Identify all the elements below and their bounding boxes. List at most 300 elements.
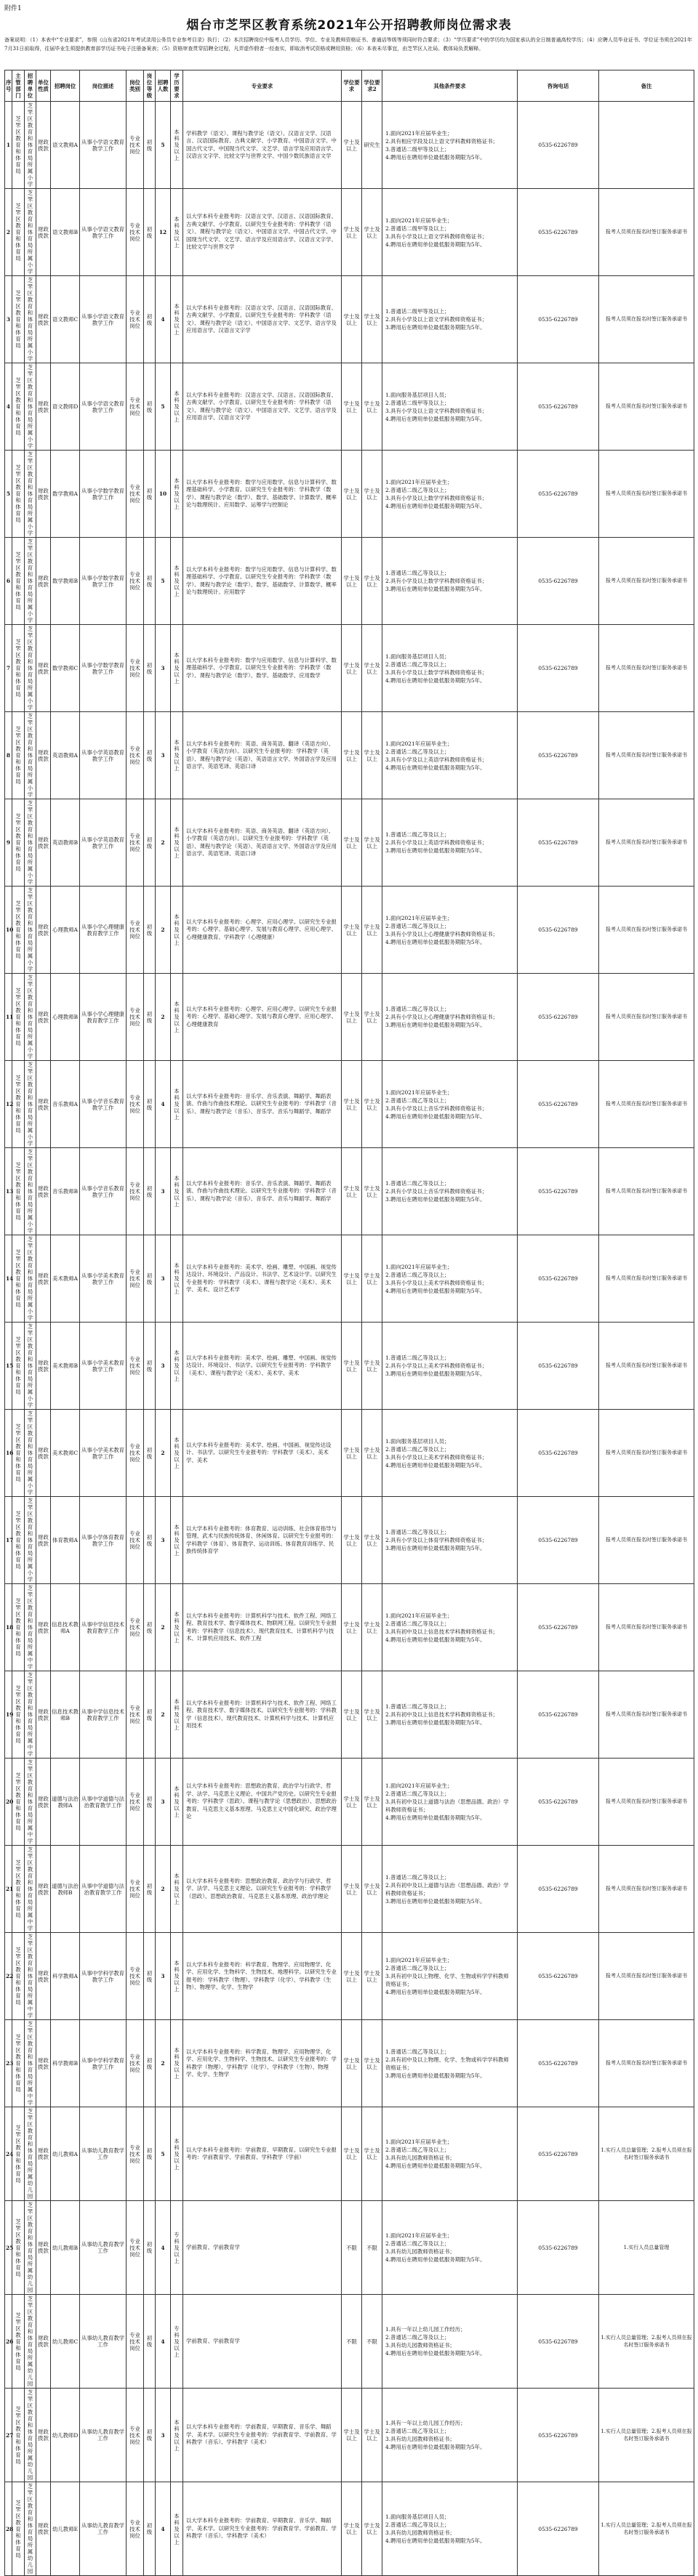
page-title: 烟台市芝罘区教育系统2021年公开招聘教师岗位需求表	[186, 18, 512, 33]
cell-other: 1.面向2021年应届毕业生； 2.普通话二级乙等及以上； 3.具有小学及以上英语学科教师资格证书； 4.聘用后在聘用单位最低服务期限为5年。	[382, 712, 518, 799]
cell-level: 初级	[144, 1759, 156, 1846]
cell-edu: 本科及以上	[171, 712, 183, 799]
cell-cat: 专业技术岗位	[127, 2020, 144, 2107]
cell-no: 17	[5, 1497, 12, 1584]
cell-deg: 学士及以上	[342, 625, 362, 712]
cell-desc: 从事小学心理健康教育教学工作	[80, 974, 127, 1061]
cell-count: 4	[156, 276, 171, 363]
column-header-count: 招聘人数	[156, 70, 171, 102]
cell-major: 以大学本科专业报考的：体育教育、运动训练、社会体育指导与管理、武术与民族传统体育、休闲体育。以研究生专业报考的：学科教学（体育）、体育教学、运动训练、体育教育训练学、民族传统体育学	[183, 1497, 342, 1584]
cell-cat: 专业技术岗位	[127, 363, 144, 451]
cell-unit: 芝罘区教育和体育局所属幼儿园	[25, 2107, 36, 2201]
cell-count: 3	[156, 1933, 171, 2020]
cell-unit: 芝罘区教育和体育局所属幼儿园	[25, 2482, 36, 2576]
cell-post: 心理教师A	[51, 887, 80, 974]
cell-level: 初级	[144, 974, 156, 1061]
cell-other: 1.面向2021年应届毕业生； 2.具有相应学段及以上语文学科教师资格证书； 3.普通话二级甲等及以上； 4.聘用后在聘用单位最低服务期限为5年。	[382, 102, 518, 189]
cell-desc: 从事小学美术教育教学工作	[80, 1235, 127, 1323]
cell-dept: 芝罘区教育和体育局	[12, 1584, 25, 1671]
cell-edu: 本科及以上	[171, 2389, 183, 2482]
cell-post: 体育教师A	[51, 1497, 80, 1584]
column-header-desc: 岗位描述	[80, 70, 127, 102]
cell-rem: 报考人员须在报名时签订服务承诺书	[599, 363, 694, 451]
cell-major: 以大学本科专业报考的：汉语言文学、汉语言、汉语国际教育、古典文献学、小学教育。以研究生专业报考的：学科教学（语文）、课程与教学论（语文）、中国语言文学、中国古代文学、中国现当代文学、文艺学、语言学及应用语言学、汉语言文字学、比较文学与世界文学	[183, 189, 342, 276]
cell-post: 语文教师A	[51, 102, 80, 189]
cell-post: 幼儿教师C	[51, 2295, 80, 2389]
cell-edu: 本科及以上	[171, 887, 183, 974]
cell-other: 1.普通话二级乙等及以上； 2.具有初中及以上道德与法治（思想品德、政治）学科教师资格证书； 3.聘用后在聘用单位最低服务期限为5年。	[382, 1846, 518, 1933]
column-header-other: 其他条件要求	[382, 70, 518, 102]
cell-cat: 专业技术岗位	[127, 1759, 144, 1846]
cell-cat: 专业技术岗位	[127, 799, 144, 887]
cell-no: 14	[5, 1235, 12, 1323]
cell-nature: 财政拨款	[36, 2107, 51, 2201]
cell-unit: 芝罘区教育和体育局所属中学	[25, 1933, 36, 2020]
cell-post: 美术教师A	[51, 1235, 80, 1323]
cell-other: 1.普通话二级乙等及以上； 2.具有小学及以上英语学科教师资格证书； 3.聘用后在聘用单位最低服务期限为5年。	[382, 799, 518, 887]
cell-rem: 1.实行人员总量管理；2.报考人员须在报名时签订服务承诺书	[599, 2295, 694, 2389]
cell-tel: 0535-6226789	[518, 2201, 599, 2295]
cell-deg: 学士及以上	[342, 799, 362, 887]
cell-level: 初级	[144, 1148, 156, 1235]
cell-rem: 报考人员须在报名时签订服务承诺书	[599, 1061, 694, 1148]
cell-dept: 芝罘区教育和体育局	[12, 2389, 25, 2482]
cell-edu: 本科及以上	[171, 1671, 183, 1759]
cell-tel: 0535-6226789	[518, 1061, 599, 1148]
cell-edu: 本科及以上	[171, 799, 183, 887]
cell-tel: 0535-6226789	[518, 712, 599, 799]
cell-level: 初级	[144, 712, 156, 799]
cell-no: 25	[5, 2201, 12, 2295]
cell-dept: 芝罘区教育和体育局	[12, 974, 25, 1061]
cell-unit: 芝罘区教育和体育局所属小学	[25, 799, 36, 887]
column-header-major: 专业要求	[183, 70, 342, 102]
cell-rem: 1.实行人员总量管理；2.报考人员须在报名时签订服务承诺书	[599, 2107, 694, 2201]
cell-no: 4	[5, 363, 12, 451]
cell-edu: 专科及以上	[171, 2201, 183, 2295]
cell-level: 初级	[144, 2201, 156, 2295]
cell-desc: 从事幼儿教育教学工作	[80, 2201, 127, 2295]
cell-deg2: 学士及以上	[362, 1846, 382, 1933]
cell-unit: 芝罘区教育和体育局所属小学	[25, 887, 36, 974]
cell-tel: 0535-6226789	[518, 1671, 599, 1759]
cell-cat: 专业技术岗位	[127, 712, 144, 799]
cell-tel: 0535-6226789	[518, 2020, 599, 2107]
cell-count: 4	[156, 1061, 171, 1148]
column-header-nature: 单位性质	[36, 70, 51, 102]
cell-nature: 财政拨款	[36, 1584, 51, 1671]
table-row	[5, 1323, 694, 1410]
cell-dept: 芝罘区教育和体育局	[12, 2482, 25, 2576]
cell-unit: 芝罘区教育和体育局所属幼儿园	[25, 2295, 36, 2389]
cell-nature: 财政拨款	[36, 276, 51, 363]
table-row	[5, 538, 694, 625]
cell-nature: 财政拨款	[36, 1235, 51, 1323]
cell-no: 1	[5, 102, 12, 189]
table-row	[5, 1061, 694, 1148]
cell-unit: 芝罘区教育和体育局所属中学	[25, 1846, 36, 1933]
cell-level: 初级	[144, 1235, 156, 1323]
cell-post: 幼儿教师A	[51, 2107, 80, 2201]
cell-count: 3	[156, 1235, 171, 1323]
cell-count: 12	[156, 189, 171, 276]
cell-nature: 财政拨款	[36, 1933, 51, 2020]
cell-no: 13	[5, 1148, 12, 1235]
cell-level: 初级	[144, 2107, 156, 2201]
cell-deg2: 学士及以上	[362, 2020, 382, 2107]
table-row	[5, 712, 694, 799]
cell-dept: 芝罘区教育和体育局	[12, 2295, 25, 2389]
cell-rem: 报考人员须在报名时签订服务承诺书	[599, 1759, 694, 1846]
cell-dept: 芝罘区教育和体育局	[12, 712, 25, 799]
cell-deg: 学士及以上	[342, 1671, 362, 1759]
table-row	[5, 2020, 694, 2107]
cell-unit: 芝罘区教育和体育局所属中学	[25, 1759, 36, 1846]
cell-edu: 本科及以上	[171, 974, 183, 1061]
cell-count: 3	[156, 712, 171, 799]
cell-desc: 从事小学英语教育教学工作	[80, 712, 127, 799]
cell-deg: 学士及以上	[342, 451, 362, 538]
cell-desc: 从事小学心理健康教育教学工作	[80, 887, 127, 974]
cell-rem: 报考人员须在报名时签订服务承诺书	[599, 625, 694, 712]
cell-major: 以大学本科专业报考的：学前教育、早期教育。以研究生专业报考的：学前教育学、学前教育、学科教学（学前）	[183, 2107, 342, 2201]
cell-other: 1.普通话二级乙等及以上； 2.具有初中及以上物理、化学、生物或科学学科教师资格证书； 3.聘用后在聘用单位最低服务期限为5年。	[382, 2020, 518, 2107]
cell-deg2: 学士及以上	[362, 1933, 382, 2020]
cell-major: 以大学本科专业报考的：数学与应用数学、信息与计算科学、数理基础科学、小学教育。以研究生专业报考的：学科教学（数学）、课程与教学论（数学）、数学、基础数学、计算数学、概率论与数理统计、应用数学、运筹学与控制论	[183, 451, 342, 538]
cell-unit: 芝罘区教育和体育局所属幼儿园	[25, 2201, 36, 2295]
cell-desc: 从事中学信息技术教育教学工作	[80, 1671, 127, 1759]
cell-tel: 0535-6226789	[518, 1148, 599, 1235]
cell-deg: 学士及以上	[342, 1148, 362, 1235]
cell-level: 初级	[144, 2020, 156, 2107]
cell-count: 2	[156, 1671, 171, 1759]
table-row	[5, 363, 694, 451]
cell-tel: 0535-6226789	[518, 276, 599, 363]
cell-nature: 财政拨款	[36, 102, 51, 189]
table-row	[5, 189, 694, 276]
cell-level: 初级	[144, 538, 156, 625]
cell-deg2: 学士及以上	[362, 451, 382, 538]
cell-edu: 本科及以上	[171, 2107, 183, 2201]
cell-major: 以大学本科专业报考的：心理学、应用心理学。以研究生专业报考的：心理学、基础心理学、发展与教育心理学、应用心理学、心理健康教育	[183, 974, 342, 1061]
cell-deg2: 学士及以上	[362, 1671, 382, 1759]
cell-dept: 芝罘区教育和体育局	[12, 451, 25, 538]
cell-desc: 从事小学音乐教育教学工作	[80, 1148, 127, 1235]
cell-major: 以大学本科专业报考的：美术学、绘画、雕塑、中国画、视觉传达设计、环境设计、产品设计、书法学、艺术设计学。以研究生专业报考的：学科教学（美术）、课程与教学论（美术）、美术学、美术、设计艺术学	[183, 1235, 342, 1323]
cell-unit: 芝罘区教育和体育局所属小学	[25, 451, 36, 538]
cell-deg: 学士及以上	[342, 1061, 362, 1148]
cell-cat: 专业技术岗位	[127, 1061, 144, 1148]
cell-other: 1.普通话二级乙等及以上； 2.具有小学及以上美术学科教师资格证书； 3.聘用后在聘用单位最低服务期限为5年。	[382, 1323, 518, 1410]
cell-cat: 专业技术岗位	[127, 102, 144, 189]
cell-cat: 专业技术岗位	[127, 1584, 144, 1671]
cell-rem: 报考人员须在报名时签订服务承诺书	[599, 451, 694, 538]
cell-desc: 从事幼儿教育教学工作	[80, 2107, 127, 2201]
cell-edu: 本科及以上	[171, 1323, 183, 1410]
cell-edu: 本科及以上	[171, 1061, 183, 1148]
cell-count: 4	[156, 2295, 171, 2389]
cell-count: 4	[156, 2201, 171, 2295]
cell-tel: 0535-6226789	[518, 2389, 599, 2482]
cell-deg2: 学士及以上	[362, 1759, 382, 1846]
cell-cat: 专业技术岗位	[127, 2482, 144, 2576]
cell-cat: 专业技术岗位	[127, 1148, 144, 1235]
cell-count: 2	[156, 887, 171, 974]
cell-major: 学前教育、学前教育学	[183, 2295, 342, 2389]
cell-cat: 专业技术岗位	[127, 2107, 144, 2201]
cell-rem	[599, 102, 694, 189]
cell-rem: 报考人员须在报名时签订服务承诺书	[599, 1235, 694, 1323]
cell-post: 数学教师A	[51, 451, 80, 538]
cell-deg2: 研究生	[362, 102, 382, 189]
cell-desc: 从事小学美术教育教学工作	[80, 1323, 127, 1410]
cell-cat: 专业技术岗位	[127, 451, 144, 538]
cell-count: 5	[156, 2107, 171, 2201]
cell-cat: 专业技术岗位	[127, 887, 144, 974]
cell-deg: 学士及以上	[342, 1759, 362, 1846]
cell-other: 1.普通话二级乙等及以上； 2.具有小学及以上数学学科教师资格证书； 3.聘用后在聘用单位最低服务期限为5年。	[382, 538, 518, 625]
cell-edu: 本科及以上	[171, 1410, 183, 1497]
cell-nature: 财政拨款	[36, 1671, 51, 1759]
column-header-deg2: 学位要求2	[362, 70, 382, 102]
cell-rem: 报考人员须在报名时签订服务承诺书	[599, 1671, 694, 1759]
cell-nature: 财政拨款	[36, 1061, 51, 1148]
cell-edu: 本科及以上	[171, 451, 183, 538]
column-header-post: 招聘岗位	[51, 70, 80, 102]
cell-dept: 芝罘区教育和体育局	[12, 1148, 25, 1235]
table-row	[5, 2295, 694, 2389]
cell-count: 3	[156, 1323, 171, 1410]
cell-rem: 报考人员须在报名时签订服务承诺书	[599, 1584, 694, 1671]
cell-desc: 从事中学道德与法治教育教学工作	[80, 1846, 127, 1933]
cell-other: 1.普通话二级乙等及以上； 2.具有小学及以上体育学科教师资格证书； 3.聘用后在聘用单位最低服务期限为5年。	[382, 1497, 518, 1584]
cell-no: 19	[5, 1671, 12, 1759]
cell-post: 数学教师B	[51, 538, 80, 625]
cell-count: 3	[156, 1148, 171, 1235]
cell-deg2: 不限	[362, 2295, 382, 2389]
cell-dept: 芝罘区教育和体育局	[12, 2201, 25, 2295]
cell-count: 5	[156, 538, 171, 625]
cell-deg2: 学士及以上	[362, 887, 382, 974]
table-row	[5, 2201, 694, 2295]
cell-rem: 报考人员须在报名时签订服务承诺书	[599, 189, 694, 276]
cell-nature: 财政拨款	[36, 538, 51, 625]
cell-level: 初级	[144, 887, 156, 974]
cell-desc: 从事小学数学教育教学工作	[80, 451, 127, 538]
cell-no: 24	[5, 2107, 12, 2201]
cell-desc: 从事小学数学教育教学工作	[80, 538, 127, 625]
cell-major: 以大学本科专业报考的：数学与应用数学、信息与计算科学、数理基础科学、小学教育。以研究生专业报考的：学科教学（数学）、课程与教学论（数学）、数学、基础数学、应用数学	[183, 625, 342, 712]
cell-unit: 芝罘区教育和体育局所属小学	[25, 625, 36, 712]
cell-major: 以大学本科专业报考的：音乐学、音乐表演、舞蹈学、舞蹈表演、作曲与作曲技术理论。以研究生专业报考的：学科教学（音乐）、课程与教学论（音乐）、音乐学、音乐与舞蹈学、舞蹈学	[183, 1061, 342, 1148]
cell-deg: 不限	[342, 2295, 362, 2389]
table-row	[5, 799, 694, 887]
cell-no: 22	[5, 1933, 12, 2020]
cell-other: 1.具有一年以上幼儿园工作经历； 2.普通话二级乙等及以上； 3.具有幼儿园教师资格证书； 4.聘用后在聘用单位最低服务期限为5年。	[382, 2295, 518, 2389]
cell-major: 以大学本科专业报考的：科学教育、物理学、应用物理学、化学、应用化学、生物科学、生物技术。以研究生专业报考的：学科教学（物理）、学科教学（化学）、学科教学（生物）、物理学、化学、生物学	[183, 2020, 342, 2107]
cell-unit: 芝罘区教育和体育局所属小学	[25, 1061, 36, 1148]
cell-deg: 学士及以上	[342, 1584, 362, 1671]
cell-nature: 财政拨款	[36, 2389, 51, 2482]
cell-count: 3	[156, 1497, 171, 1584]
cell-nature: 财政拨款	[36, 2020, 51, 2107]
cell-cat: 专业技术岗位	[127, 276, 144, 363]
cell-rem: 报考人员须在报名时签订服务承诺书	[599, 2020, 694, 2107]
cell-no: 3	[5, 276, 12, 363]
cell-tel: 0535-6226789	[518, 1323, 599, 1410]
cell-dept: 芝罘区教育和体育局	[12, 1497, 25, 1584]
cell-other: 1.面向2021年应届毕业生； 2.普通话二级乙等及以上； 3.具有小学及以上心理健康学科教师资格证书； 4.聘用后在聘用单位最低服务期限为5年。	[382, 887, 518, 974]
cell-rem: 1.实行人员总量管理；2.报考人员须在报名时签订服务承诺书	[599, 2389, 694, 2482]
cell-nature: 财政拨款	[36, 1148, 51, 1235]
cell-post: 信息技术教师A	[51, 1584, 80, 1671]
cell-rem: 报考人员须在报名时签订服务承诺书	[599, 887, 694, 974]
cell-tel: 0535-6226789	[518, 1846, 599, 1933]
cell-rem: 1.实行人员总量管理；2.报考人员须在报名时签订服务承诺书	[599, 2482, 694, 2576]
cell-major: 以大学本科专业报考的：心理学、应用心理学。以研究生专业报考的：心理学、基础心理学、发展与教育心理学、应用心理学、心理健康教育、学科教学（心理健康）	[183, 887, 342, 974]
cell-post: 道德与法治教师B	[51, 1846, 80, 1933]
cell-level: 初级	[144, 625, 156, 712]
cell-rem: 报考人员须在报名时签订服务承诺书	[599, 538, 694, 625]
cell-post: 音乐教师B	[51, 1148, 80, 1235]
table-row	[5, 1235, 694, 1323]
cell-unit: 芝罘区教育和体育局所属小学	[25, 712, 36, 799]
cell-no: 26	[5, 2295, 12, 2389]
cell-deg2: 学士及以上	[362, 799, 382, 887]
cell-desc: 从事小学语文教育教学工作	[80, 363, 127, 451]
cell-edu: 本科及以上	[171, 2020, 183, 2107]
cell-edu: 本科及以上	[171, 102, 183, 189]
cell-edu: 本科及以上	[171, 538, 183, 625]
table-row	[5, 1759, 694, 1846]
cell-rem: 报考人员须在报名时签订服务承诺书	[599, 1323, 694, 1410]
cell-cat: 专业技术岗位	[127, 1671, 144, 1759]
cell-deg: 学士及以上	[342, 1846, 362, 1933]
table-row	[5, 2389, 694, 2482]
cell-dept: 芝罘区教育和体育局	[12, 1235, 25, 1323]
cell-no: 11	[5, 974, 12, 1061]
cell-tel: 0535-6226789	[518, 625, 599, 712]
cell-edu: 本科及以上	[171, 2482, 183, 2576]
cell-rem: 报考人员须在报名时签订服务承诺书	[599, 799, 694, 887]
cell-deg: 学士及以上	[342, 974, 362, 1061]
cell-cat: 专业技术岗位	[127, 1846, 144, 1933]
cell-nature: 财政拨款	[36, 974, 51, 1061]
cell-deg2: 学士及以上	[362, 974, 382, 1061]
cell-desc: 从事小学美术教育教学工作	[80, 1410, 127, 1497]
cell-major: 以大学本科专业报考的：计算机科学与技术、软件工程、网络工程、教育技术学、数字媒体技术、物联网工程。以研究生专业报考的：学科教学（信息技术）、现代教育技术、计算机科学与技术、计算机应用技术、软件工程	[183, 1584, 342, 1671]
cell-cat: 专业技术岗位	[127, 1323, 144, 1410]
cell-no: 20	[5, 1759, 12, 1846]
cell-deg2: 学士及以上	[362, 1497, 382, 1584]
cell-unit: 芝罘区教育和体育局所属小学	[25, 1148, 36, 1235]
cell-nature: 财政拨款	[36, 1410, 51, 1497]
cell-deg: 学士及以上	[342, 102, 362, 189]
cell-edu: 本科及以上	[171, 1933, 183, 2020]
cell-count: 3	[156, 1759, 171, 1846]
cell-desc: 从事小学语文教育教学工作	[80, 189, 127, 276]
cell-desc: 从事中学信息技术教育教学工作	[80, 1584, 127, 1671]
cell-other: 1.普通话二级乙等及以上； 2.具有小学及以上心理健康学科教师资格证书； 3.聘用后在聘用单位最低服务期限为5年。	[382, 974, 518, 1061]
cell-desc: 从事小学数学教育教学工作	[80, 625, 127, 712]
cell-post: 语文教师B	[51, 189, 80, 276]
cell-deg2: 学士及以上	[362, 1061, 382, 1148]
cell-no: 15	[5, 1323, 12, 1410]
cell-major: 以大学本科专业报考的：科学教育、物理学、应用物理学、化学、应用化学、生物科学、生物技术、地理科学。以研究生专业报考的：学科教学（物理）、学科教学（化学）、学科教学（生物）、物理学、化学、生物学	[183, 1933, 342, 2020]
cell-level: 初级	[144, 189, 156, 276]
attachment-label: 附件1	[4, 5, 22, 12]
cell-unit: 芝罘区教育和体育局所属小学	[25, 276, 36, 363]
cell-other: 1.面向2021年应届毕业生； 2.普通话二级乙等及以上； 3.具有小学及以上数学学科教师资格证书； 4.聘用后在聘用单位最低服务期限为5年。	[382, 451, 518, 538]
cell-deg2: 学士及以上	[362, 189, 382, 276]
cell-desc: 从事小学语文教育教学工作	[80, 276, 127, 363]
cell-post: 美术教师B	[51, 1323, 80, 1410]
cell-dept: 芝罘区教育和体育局	[12, 2020, 25, 2107]
cell-dept: 芝罘区教育和体育局	[12, 102, 25, 189]
cell-deg: 学士及以上	[342, 2020, 362, 2107]
cell-deg: 学士及以上	[342, 1235, 362, 1323]
cell-level: 初级	[144, 1584, 156, 1671]
cell-deg: 学士及以上	[342, 363, 362, 451]
cell-rem: 报考人员须在报名时签订服务承诺书	[599, 1410, 694, 1497]
cell-deg: 学士及以上	[342, 1323, 362, 1410]
cell-rem: 报考人员须在报名时签订服务承诺书	[599, 276, 694, 363]
cell-post: 幼儿教师B	[51, 2201, 80, 2295]
cell-unit: 芝罘区教育和体育局所属小学	[25, 1497, 36, 1584]
cell-cat: 专业技术岗位	[127, 189, 144, 276]
table-row	[5, 887, 694, 974]
column-header-rem: 备注	[599, 70, 694, 102]
table-row	[5, 2482, 694, 2576]
cell-tel: 0535-6226789	[518, 1497, 599, 1584]
cell-nature: 财政拨款	[36, 451, 51, 538]
cell-deg: 学士及以上	[342, 538, 362, 625]
cell-dept: 芝罘区教育和体育局	[12, 799, 25, 887]
cell-other: 1.普通话二级乙等及以上； 2.具有小学及以上音乐学科教师资格证书； 3.聘用后在聘用单位最低服务期限为5年。	[382, 1148, 518, 1235]
cell-nature: 财政拨款	[36, 189, 51, 276]
cell-post: 音乐教师A	[51, 1061, 80, 1148]
cell-level: 初级	[144, 1497, 156, 1584]
cell-tel: 0535-6226789	[518, 363, 599, 451]
cell-level: 初级	[144, 2295, 156, 2389]
cell-post: 幼儿教师E	[51, 2482, 80, 2576]
cell-desc: 从事小学音乐教育教学工作	[80, 1061, 127, 1148]
cell-deg2: 学士及以上	[362, 1235, 382, 1323]
table-row	[5, 1933, 694, 2020]
cell-nature: 财政拨款	[36, 1323, 51, 1410]
cell-other: 1.面向2021年应届毕业生； 2.普通话二级乙等及以上； 3.具有幼儿园教师资格证书； 4.聘用后在聘用单位最低服务期限为5年。	[382, 2201, 518, 2295]
cell-edu: 本科及以上	[171, 189, 183, 276]
cell-dept: 芝罘区教育和体育局	[12, 1323, 25, 1410]
cell-no: 16	[5, 1410, 12, 1497]
cell-tel: 0535-6226789	[518, 102, 599, 189]
cell-count: 5	[156, 363, 171, 451]
cell-other: 1.面向2021年应届毕业生； 2.普通话二级乙等及以上； 3.具有初中及以上信息技术学科教师资格证书； 4.聘用后在聘用单位最低服务期限为5年。	[382, 1584, 518, 1671]
cell-edu: 专科及以上	[171, 2295, 183, 2389]
cell-no: 28	[5, 2482, 12, 2576]
cell-nature: 财政拨款	[36, 887, 51, 974]
cell-other: 1.具有一年以上幼儿园工作经历； 2.普通话二级乙等及以上； 3.具有幼儿园教师资格证书； 4.聘用后在聘用单位最低服务期限为5年。	[382, 2389, 518, 2482]
cell-post: 心理教师B	[51, 974, 80, 1061]
cell-no: 8	[5, 712, 12, 799]
cell-rem: 报考人员须在报名时签订服务承诺书	[599, 712, 694, 799]
cell-no: 23	[5, 2020, 12, 2107]
cell-major: 学前教育、学前教育学	[183, 2201, 342, 2295]
cell-other: 1.面向2021年应届毕业生； 2.普通话二级乙等及以上； 3.具有小学及以上音乐学科教师资格证书； 4.聘用后在聘用单位最低服务期限为5年。	[382, 1061, 518, 1148]
cell-no: 7	[5, 625, 12, 712]
cell-no: 9	[5, 799, 12, 887]
cell-deg2: 学士及以上	[362, 538, 382, 625]
